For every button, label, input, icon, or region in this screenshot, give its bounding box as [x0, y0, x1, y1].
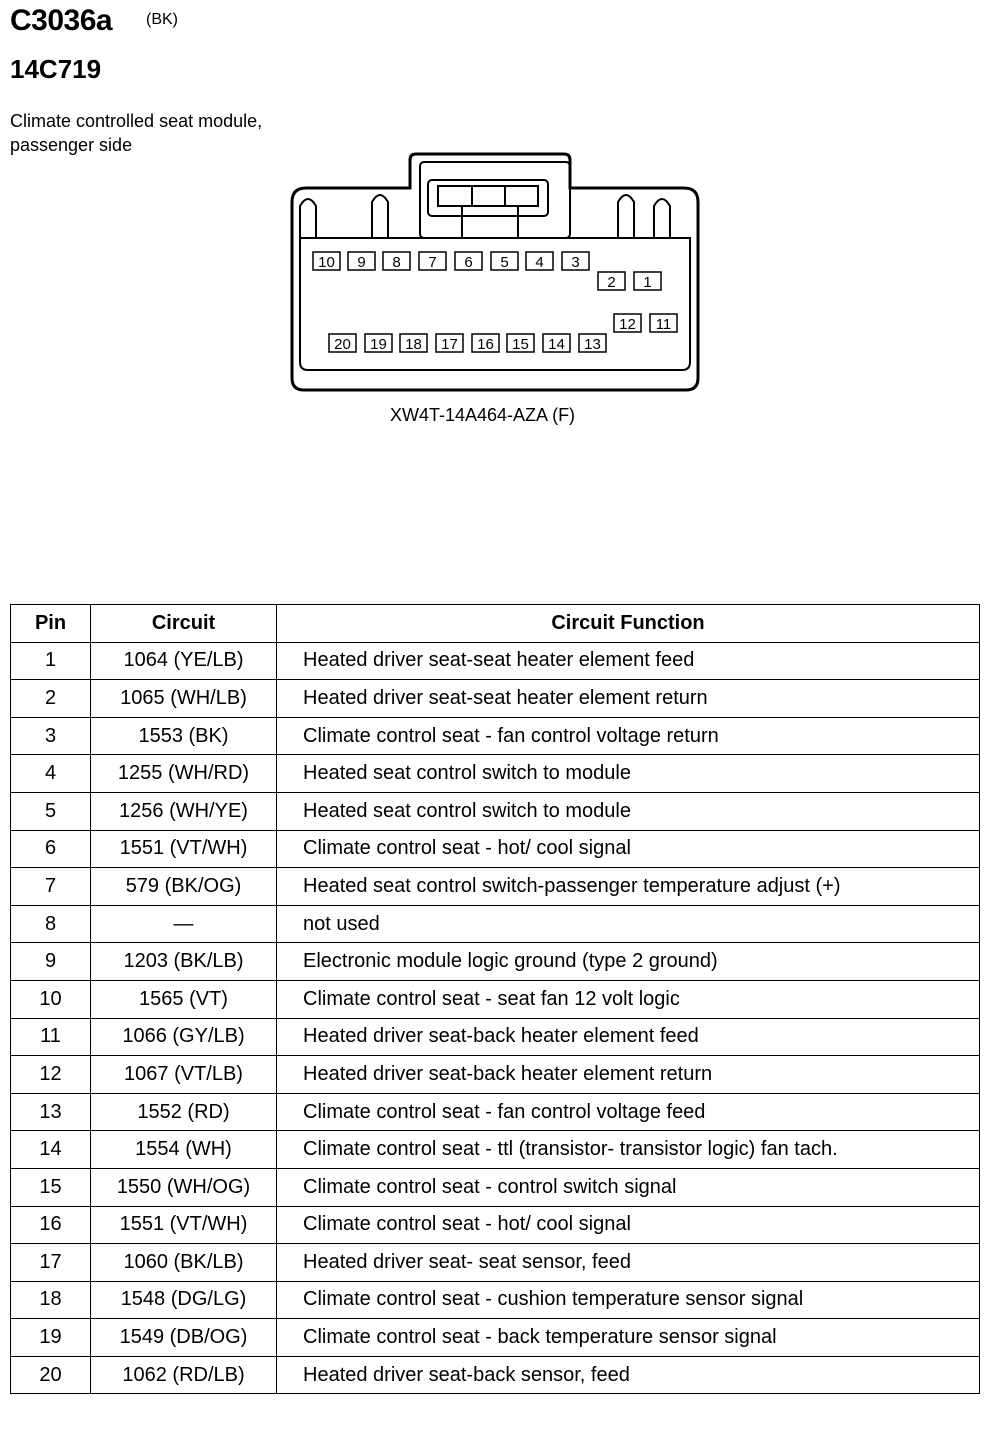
- table-header-row: [11, 605, 980, 643]
- function-cell: Climate control seat - cushion temperature sensor signal: [277, 1281, 980, 1319]
- function-cell: Climate control seat - control switch signal: [277, 1168, 980, 1206]
- pin-cavity-10: [313, 252, 340, 271]
- pin-cavity-1: [634, 272, 661, 291]
- svg-text:13: 13: [584, 336, 601, 353]
- pin-cell: 14: [11, 1131, 91, 1169]
- function-cell: Climate control seat - hot/ cool signal: [277, 830, 980, 868]
- header-circuit: Circuit: [91, 605, 277, 643]
- circuit-cell: 1067 (VT/LB): [91, 1056, 277, 1094]
- function-cell: Heated seat control switch to module: [277, 755, 980, 793]
- description-line-2: passenger side: [10, 135, 133, 155]
- circuit-cell: 1549 (DB/OG): [91, 1319, 277, 1357]
- circuit-cell: 1551 (VT/WH): [91, 830, 277, 868]
- svg-text:8: 8: [392, 254, 401, 271]
- function-cell: not used: [277, 905, 980, 943]
- connector-face-diagram: [0, 0, 990, 440]
- svg-text:12: 12: [619, 316, 636, 333]
- pin-cell: 20: [11, 1356, 91, 1394]
- pinout-table: [10, 604, 980, 1394]
- pin-cavity-13: [579, 334, 606, 353]
- circuit-cell: 1552 (RD): [91, 1093, 277, 1131]
- pin-cell: 8: [11, 905, 91, 943]
- pin-cell: 11: [11, 1018, 91, 1056]
- circuit-cell: —: [91, 905, 277, 943]
- pin-cell: 4: [11, 755, 91, 793]
- table-row: [11, 1018, 980, 1056]
- svg-text:2: 2: [607, 274, 616, 291]
- circuit-cell: 1565 (VT): [91, 980, 277, 1018]
- function-cell: Climate control seat - fan control voltage return: [277, 717, 980, 755]
- pin-cavity-20: [329, 334, 356, 353]
- svg-text:5: 5: [500, 254, 509, 271]
- circuit-cell: 1548 (DG/LG): [91, 1281, 277, 1319]
- pin-cell: 2: [11, 680, 91, 718]
- function-cell: Climate control seat - hot/ cool signal: [277, 1206, 980, 1244]
- table-row: [11, 1244, 980, 1282]
- svg-text:16: 16: [477, 336, 494, 353]
- table-row: [11, 755, 980, 793]
- table-row: [11, 792, 980, 830]
- pin-cell: 12: [11, 1056, 91, 1094]
- function-cell: Heated seat control switch to module: [277, 792, 980, 830]
- svg-text:7: 7: [428, 254, 437, 271]
- pin-cell: 7: [11, 868, 91, 906]
- circuit-cell: 1066 (GY/LB): [91, 1018, 277, 1056]
- pin-cavity-17: [436, 334, 463, 353]
- pin-cell: 19: [11, 1319, 91, 1357]
- table-row: [11, 830, 980, 868]
- circuit-cell: 1554 (WH): [91, 1131, 277, 1169]
- pin-cavity-11: [650, 314, 677, 333]
- pin-cavity-6: [455, 252, 482, 271]
- function-cell: Climate control seat - seat fan 12 volt logic: [277, 980, 980, 1018]
- pin-cavity-14: [543, 334, 570, 353]
- pin-cell: 10: [11, 980, 91, 1018]
- pin-cell: 13: [11, 1093, 91, 1131]
- connector-part-code: XW4T-14A464-AZA (F): [390, 405, 576, 425]
- pin-cavity-9: [348, 252, 375, 271]
- table-row: [11, 1093, 980, 1131]
- pin-cavity-2: [598, 272, 625, 291]
- table-row: [11, 980, 980, 1018]
- pin-cavity-5: [491, 252, 518, 271]
- svg-text:4: 4: [535, 254, 544, 271]
- svg-text:20: 20: [334, 336, 351, 353]
- table-row: [11, 1319, 980, 1357]
- circuit-cell: 1062 (RD/LB): [91, 1356, 277, 1394]
- pin-cell: 9: [11, 943, 91, 981]
- pin-cavity-19: [365, 334, 392, 353]
- table-row: [11, 943, 980, 981]
- pin-cavity-16: [472, 334, 499, 353]
- table-row: [11, 1281, 980, 1319]
- pin-cell: 5: [11, 792, 91, 830]
- function-cell: Climate control seat - fan control voltage feed: [277, 1093, 980, 1131]
- circuit-cell: 1553 (BK): [91, 717, 277, 755]
- pin-cell: 16: [11, 1206, 91, 1244]
- header-pin: Pin: [11, 605, 91, 643]
- circuit-cell: 1551 (VT/WH): [91, 1206, 277, 1244]
- svg-text:10: 10: [318, 254, 335, 271]
- circuit-cell: 1203 (BK/LB): [91, 943, 277, 981]
- function-cell: Electronic module logic ground (type 2 ground): [277, 943, 980, 981]
- pin-cell: 3: [11, 717, 91, 755]
- table-row: [11, 642, 980, 680]
- svg-text:14: 14: [548, 336, 565, 353]
- pin-cell: 15: [11, 1168, 91, 1206]
- svg-text:19: 19: [370, 336, 387, 353]
- pin-cavity-7: [419, 252, 446, 271]
- function-cell: Climate control seat - back temperature sensor signal: [277, 1319, 980, 1357]
- pin-cell: 18: [11, 1281, 91, 1319]
- table-row: [11, 1131, 980, 1169]
- svg-text:3: 3: [571, 254, 580, 271]
- circuit-cell: 1060 (BK/LB): [91, 1244, 277, 1282]
- table-row: [11, 1356, 980, 1394]
- description-line-1: Climate controlled seat module,: [10, 111, 263, 131]
- table-row: [11, 1056, 980, 1094]
- function-cell: Heated driver seat-seat heater element return: [277, 680, 980, 718]
- pin-cavity-12: [614, 314, 641, 333]
- table-row: [11, 1206, 980, 1244]
- pin-cell: 17: [11, 1244, 91, 1282]
- svg-text:9: 9: [357, 254, 366, 271]
- circuit-cell: 1255 (WH/RD): [91, 755, 277, 793]
- connector-id: C3036a: [10, 4, 113, 37]
- table-row: [11, 868, 980, 906]
- svg-text:11: 11: [655, 316, 672, 333]
- circuit-cell: 1256 (WH/YE): [91, 792, 277, 830]
- table-row: [11, 1168, 980, 1206]
- function-cell: Heated seat control switch-passenger temperature adjust (+): [277, 868, 980, 906]
- table-row: [11, 717, 980, 755]
- pin-cell: 6: [11, 830, 91, 868]
- circuit-cell: 579 (BK/OG): [91, 868, 277, 906]
- function-cell: Heated driver seat-seat heater element feed: [277, 642, 980, 680]
- latch-tab: [438, 186, 538, 206]
- circuit-cell: 1064 (YE/LB): [91, 642, 277, 680]
- part-number: 14C719: [10, 54, 102, 84]
- header-function: Circuit Function: [277, 605, 980, 643]
- pin-cavity-18: [400, 334, 427, 353]
- svg-text:15: 15: [512, 336, 529, 353]
- table-row: [11, 905, 980, 943]
- svg-text:6: 6: [464, 254, 473, 271]
- connector-color-code: (BK): [146, 11, 178, 28]
- circuit-cell: 1065 (WH/LB): [91, 680, 277, 718]
- pin-cavity-4: [526, 252, 553, 271]
- pin-cell: 1: [11, 642, 91, 680]
- pin-cavity-15: [507, 334, 534, 353]
- svg-text:18: 18: [405, 336, 422, 353]
- svg-text:1: 1: [643, 274, 652, 291]
- function-cell: Heated driver seat-back sensor, feed: [277, 1356, 980, 1394]
- svg-text:17: 17: [441, 336, 458, 353]
- pin-cavity-3: [562, 252, 589, 271]
- function-cell: Heated driver seat-back heater element return: [277, 1056, 980, 1094]
- function-cell: Heated driver seat- seat sensor, feed: [277, 1244, 980, 1282]
- circuit-cell: 1550 (WH/OG): [91, 1168, 277, 1206]
- function-cell: Climate control seat - ttl (transistor- transistor logic) fan tach.: [277, 1131, 980, 1169]
- function-cell: Heated driver seat-back heater element feed: [277, 1018, 980, 1056]
- pin-cavity-8: [383, 252, 410, 271]
- table-row: [11, 680, 980, 718]
